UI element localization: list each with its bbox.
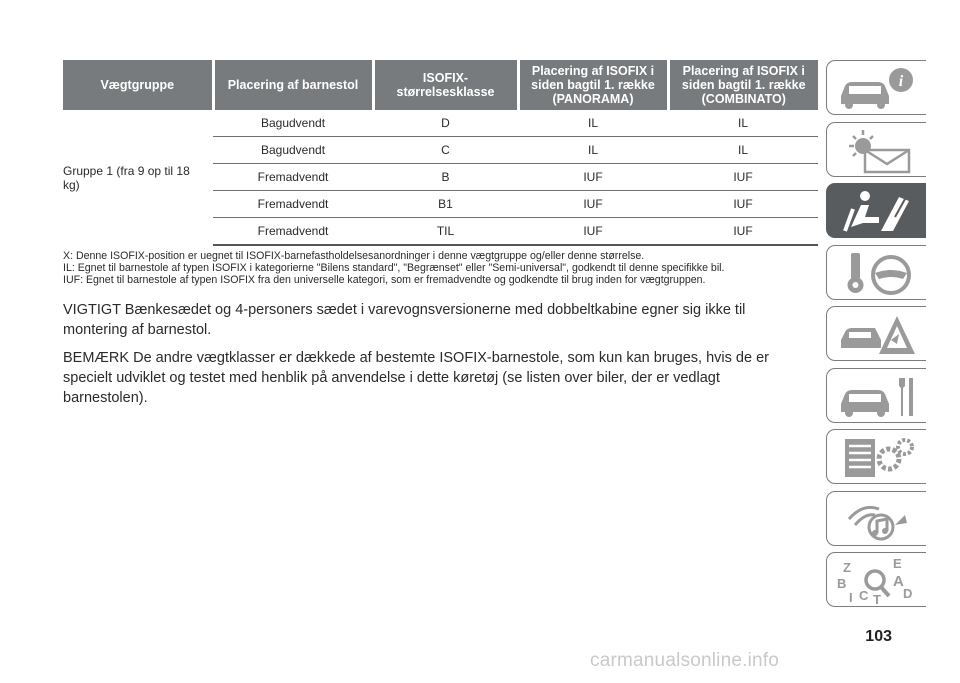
weight-group-cell: Gruppe 1 (fra 9 op til 18 kg) bbox=[63, 163, 190, 192]
table-notes bbox=[63, 250, 818, 286]
watermark: carmanualsonline.info bbox=[590, 650, 780, 671]
tab-car-info[interactable] bbox=[826, 60, 926, 115]
table-cell: Bagudvendt bbox=[213, 137, 373, 164]
table-cell: Fremadvendt bbox=[213, 218, 373, 246]
page-number: 103 bbox=[865, 628, 892, 645]
note-il: IL: Egnet til barnestole af typen ISOFIX i kategorierne "Bilens standard", "Begrænset" eller "Semi-universal", godkendt til denne specifikke bil. bbox=[63, 262, 725, 274]
tab-technical-data[interactable] bbox=[826, 429, 926, 484]
header-combinato: Placering af ISOFIX i siden bagtil 1. række (COMBINATO) bbox=[668, 60, 818, 110]
multimedia-icon bbox=[835, 495, 919, 544]
note-x: X: Denne ISOFIX-position er uegnet til ISOFIX-barnefastholdelsesanordninger i denne vægtgruppe og/eller denne størrelse. bbox=[63, 250, 645, 262]
header-seat-placement: Placering af barnestol bbox=[213, 60, 373, 110]
table-cell: IUF bbox=[668, 164, 818, 191]
header-panorama: Placering af ISOFIX i siden bagtil 1. række (PANORAMA) bbox=[518, 60, 668, 110]
alphabetical-index-icon bbox=[835, 556, 919, 605]
table-cell: IUF bbox=[668, 218, 818, 246]
tab-maintenance[interactable] bbox=[826, 368, 926, 423]
note-paragraph: BEMÆRK De andre vægtklasser er dækkede af bestemte ISOFIX-barnestole, som kun kan bruges, hvis de er specielt udviklet og testet med henblik på anvendelse i dette køretøj (se listen over biler, der er vedlagt barnestolen). bbox=[63, 350, 769, 406]
tab-multimedia[interactable] bbox=[826, 491, 926, 546]
note-iuf: IUF: Egnet til barnestole af typen ISOFIX fra den universelle kategori, som er fremadvendte og godkendte til brug inden for vægtgruppen. bbox=[63, 274, 706, 286]
table-cell: IL bbox=[587, 116, 598, 130]
table-row bbox=[63, 110, 818, 137]
table-header-row bbox=[63, 60, 818, 110]
warning-triangle-breakdown-icon bbox=[835, 310, 919, 359]
index-letter-a: A bbox=[893, 573, 904, 590]
page-content bbox=[63, 60, 818, 408]
isofix-table bbox=[63, 60, 818, 246]
seat-airbag-icon bbox=[835, 187, 919, 236]
table-cell: IUF bbox=[518, 164, 668, 191]
car-maintenance-icon bbox=[835, 372, 919, 421]
table-cell: D bbox=[441, 116, 450, 130]
important-paragraph: VIGTIGT Bænkesædet og 4-personers sædet i varevognsversionerne med dobbeltkabine egner sig ikke til montering af barnestol. bbox=[63, 302, 746, 338]
tab-warning-lights[interactable] bbox=[826, 122, 926, 177]
table-cell: IUF bbox=[668, 191, 818, 218]
index-letter-d: D bbox=[903, 586, 913, 601]
index-letter-i: I bbox=[849, 590, 853, 605]
table-cell: B1 bbox=[373, 191, 518, 218]
table-cell: IUF bbox=[518, 218, 668, 246]
svg-text:i: i bbox=[898, 73, 904, 90]
index-letter-t: T bbox=[873, 592, 881, 605]
table-cell: Fremadvendt bbox=[213, 191, 373, 218]
technical-data-icon bbox=[835, 433, 919, 482]
index-letter-e: E bbox=[893, 556, 902, 571]
index-letter-c: C bbox=[859, 588, 869, 603]
index-letter-b: B bbox=[837, 576, 847, 591]
tab-safety[interactable] bbox=[826, 183, 926, 238]
car-info-icon bbox=[835, 64, 919, 113]
header-isofix-size-class: ISOFIX-størrelsesklasse bbox=[373, 60, 518, 110]
table-cell: IL bbox=[668, 137, 818, 164]
table-cell: IL bbox=[737, 116, 748, 130]
index-letter-z: Z bbox=[843, 560, 851, 575]
tab-alphabetical-index[interactable] bbox=[826, 552, 926, 607]
table-cell: B bbox=[373, 164, 518, 191]
table-cell: TIL bbox=[373, 218, 518, 246]
table-cell: IUF bbox=[518, 191, 668, 218]
key-steering-wheel-icon bbox=[835, 249, 919, 298]
warning-lights-message-icon bbox=[835, 126, 919, 175]
table-cell: Bagudvendt bbox=[260, 116, 326, 130]
table-cell: IL bbox=[518, 137, 668, 164]
table-cell: C bbox=[373, 137, 518, 164]
table-cell: Fremadvendt bbox=[213, 164, 373, 191]
tab-emergency[interactable] bbox=[826, 306, 926, 361]
tab-starting-driving[interactable] bbox=[826, 245, 926, 300]
header-weight-group: Vægtgruppe bbox=[63, 60, 213, 110]
